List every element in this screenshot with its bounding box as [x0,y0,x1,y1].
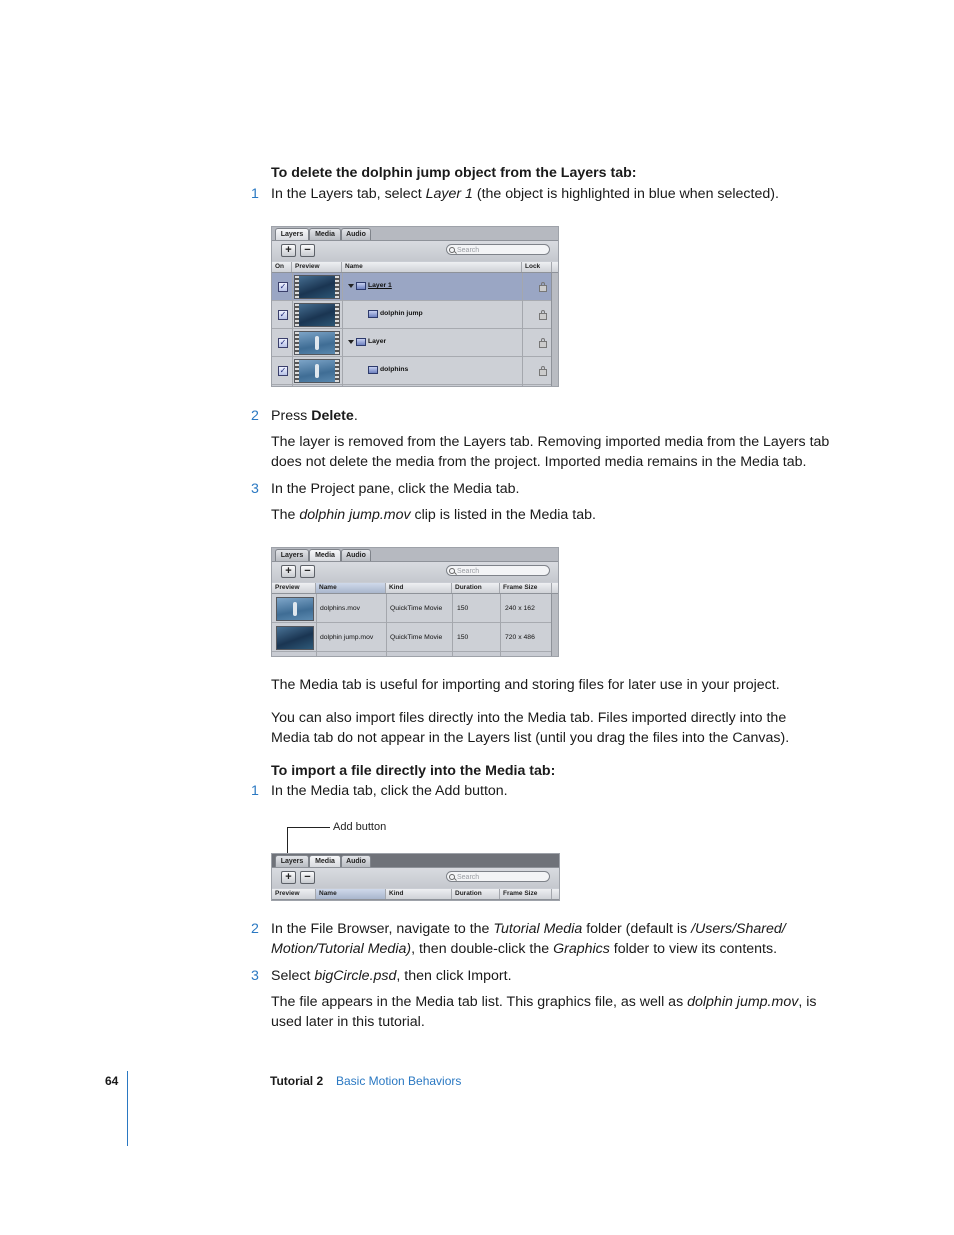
file-kind: QuickTime Movie [390,605,443,612]
toolbar [272,868,559,888]
search-icon [449,874,455,880]
tab-layers[interactable]: Layers [275,855,309,867]
tab-bar [272,227,558,241]
lock-icon[interactable] [539,285,547,292]
step-number: 1 [251,783,259,799]
on-checkbox[interactable]: ✓ [279,338,287,347]
file-kind: QuickTime Movie [390,634,443,641]
column-header [272,262,558,273]
tab-bar [272,854,559,868]
layer-name: dolphin jump [380,310,423,317]
step-text: Select bigCircle.psd, then click Import. [271,968,512,984]
col-name[interactable]: Name [316,889,386,899]
preview-thumbnail [294,359,340,383]
file-name: dolphins.mov [320,605,361,612]
section-heading: To import a file directly into the Media tab: [271,763,556,779]
on-checkbox[interactable]: ✓ [279,366,287,375]
media-icon [368,310,378,318]
remove-button[interactable]: − [300,565,315,578]
toolbar [272,241,558,261]
on-checkbox[interactable]: ✓ [279,310,287,319]
disclosure-triangle-icon[interactable] [348,284,354,288]
preview-thumbnail [276,626,314,650]
layers-panel [271,226,559,387]
chapter-title: Basic Motion Behaviors [336,1074,462,1088]
preview-thumbnail [294,275,340,299]
on-checkbox[interactable]: ✓ [279,282,287,291]
preview-thumbnail [294,303,340,327]
remove-button[interactable]: − [300,871,315,884]
search-icon [449,247,455,253]
file-frame-size: 240 x 162 [505,605,535,612]
column-header [272,889,559,900]
step-number: 2 [251,921,259,937]
body-paragraph: The Media tab is useful for importing and storing files for later use in your project. [271,677,780,693]
layer-name: Layer 1 [368,282,392,289]
section-heading: To delete the dolphin jump object from the Layers tab: [271,165,637,181]
lock-icon[interactable] [539,341,547,348]
toolbar [272,562,558,582]
body-paragraph: The file appears in the Media tab list. This graphics file, as well as dolphin jump.mov, is used later in this tutorial. [271,994,817,1030]
disclosure-triangle-icon[interactable] [348,340,354,344]
file-frame-size: 720 x 486 [505,634,535,641]
col-preview[interactable]: Preview [272,889,316,899]
add-button[interactable]: + [281,244,296,257]
step-number: 3 [251,968,259,984]
tab-layers[interactable]: Layers [275,549,309,561]
footer-rule [127,1071,128,1146]
search-input[interactable]: Search [446,244,550,255]
media-panel [271,547,559,657]
col-preview[interactable]: Preview [272,583,316,593]
col-duration[interactable]: Duration [452,889,500,899]
search-icon [449,568,455,574]
lock-icon[interactable] [539,313,547,320]
scrollbar[interactable] [551,594,558,656]
table-row[interactable] [272,273,552,301]
table-row[interactable] [272,301,552,329]
page-number: 64 [105,1074,119,1088]
step-text: In the File Browser, navigate to the Tutorial Media folder (default is /Users/Shared/ Motion/Tutorial Media), then double-click the Graphics folder to view its contents. [271,921,786,957]
body-paragraph: The dolphin jump.mov clip is listed in the Media tab. [271,507,596,523]
step-text: In the Project pane, click the Media tab. [271,481,520,497]
add-button[interactable]: + [281,871,296,884]
search-input[interactable]: Search [446,871,550,882]
table-row[interactable] [272,357,552,385]
tab-media[interactable]: Media [309,855,341,867]
step-number: 2 [251,408,259,424]
preview-thumbnail [294,331,340,355]
body-paragraph: You can also import files directly into the Media tab. Files imported directly into the Media tab do not appear in the Layers list (until you drag the files into the Canvas). [271,710,790,746]
layer-name: dolphins [380,366,409,373]
preview-thumbnail [276,597,314,621]
col-frame-size[interactable]: Frame Size [500,889,552,899]
add-panel [271,853,560,901]
table-row[interactable] [272,594,552,623]
callout-label: Add button [333,821,387,833]
col-name[interactable]: Name [342,262,522,272]
remove-button[interactable]: − [300,244,315,257]
col-frame-size[interactable]: Frame Size [500,583,552,593]
callout-line [287,827,330,828]
tab-media[interactable]: Media [309,549,341,561]
add-button[interactable]: + [281,565,296,578]
col-duration[interactable]: Duration [452,583,500,593]
table-row[interactable] [272,329,552,357]
col-name[interactable]: Name [316,583,386,593]
layer-name: Layer [368,338,387,345]
scrollbar[interactable] [551,273,558,386]
lock-icon[interactable] [539,369,547,376]
col-lock[interactable]: Lock [522,262,552,272]
search-input[interactable]: Search [446,565,550,576]
file-duration: 150 [457,605,469,612]
layer-icon [356,338,366,346]
step-number: 1 [251,186,259,202]
column-header [272,583,558,594]
file-name: dolphin jump.mov [320,634,374,641]
table-row[interactable] [272,623,552,652]
tab-bar [272,548,558,562]
tab-audio[interactable]: Audio [341,228,371,240]
col-on[interactable]: On [272,262,292,272]
chapter-label: Tutorial 2 [270,1074,324,1088]
tab-audio[interactable]: Audio [341,549,371,561]
tab-audio[interactable]: Audio [341,855,371,867]
file-duration: 150 [457,634,469,641]
layer-icon [356,282,366,290]
tab-layers[interactable]: Layers [275,228,309,240]
step-text: Press Delete. [271,408,358,424]
col-preview[interactable]: Preview [292,262,342,272]
media-icon [368,366,378,374]
body-paragraph: The layer is removed from the Layers tab. Removing imported media from the Layers tab does not delete the media from the project. Imported media remains in the Media tab. [271,434,830,470]
step-number: 3 [251,481,259,497]
col-kind[interactable]: Kind [386,583,452,593]
step-text: In the Media tab, click the Add button. [271,783,508,799]
col-kind[interactable]: Kind [386,889,452,899]
step-text: In the Layers tab, select Layer 1 (the object is highlighted in blue when selected). [271,186,779,202]
tab-media[interactable]: Media [309,228,341,240]
